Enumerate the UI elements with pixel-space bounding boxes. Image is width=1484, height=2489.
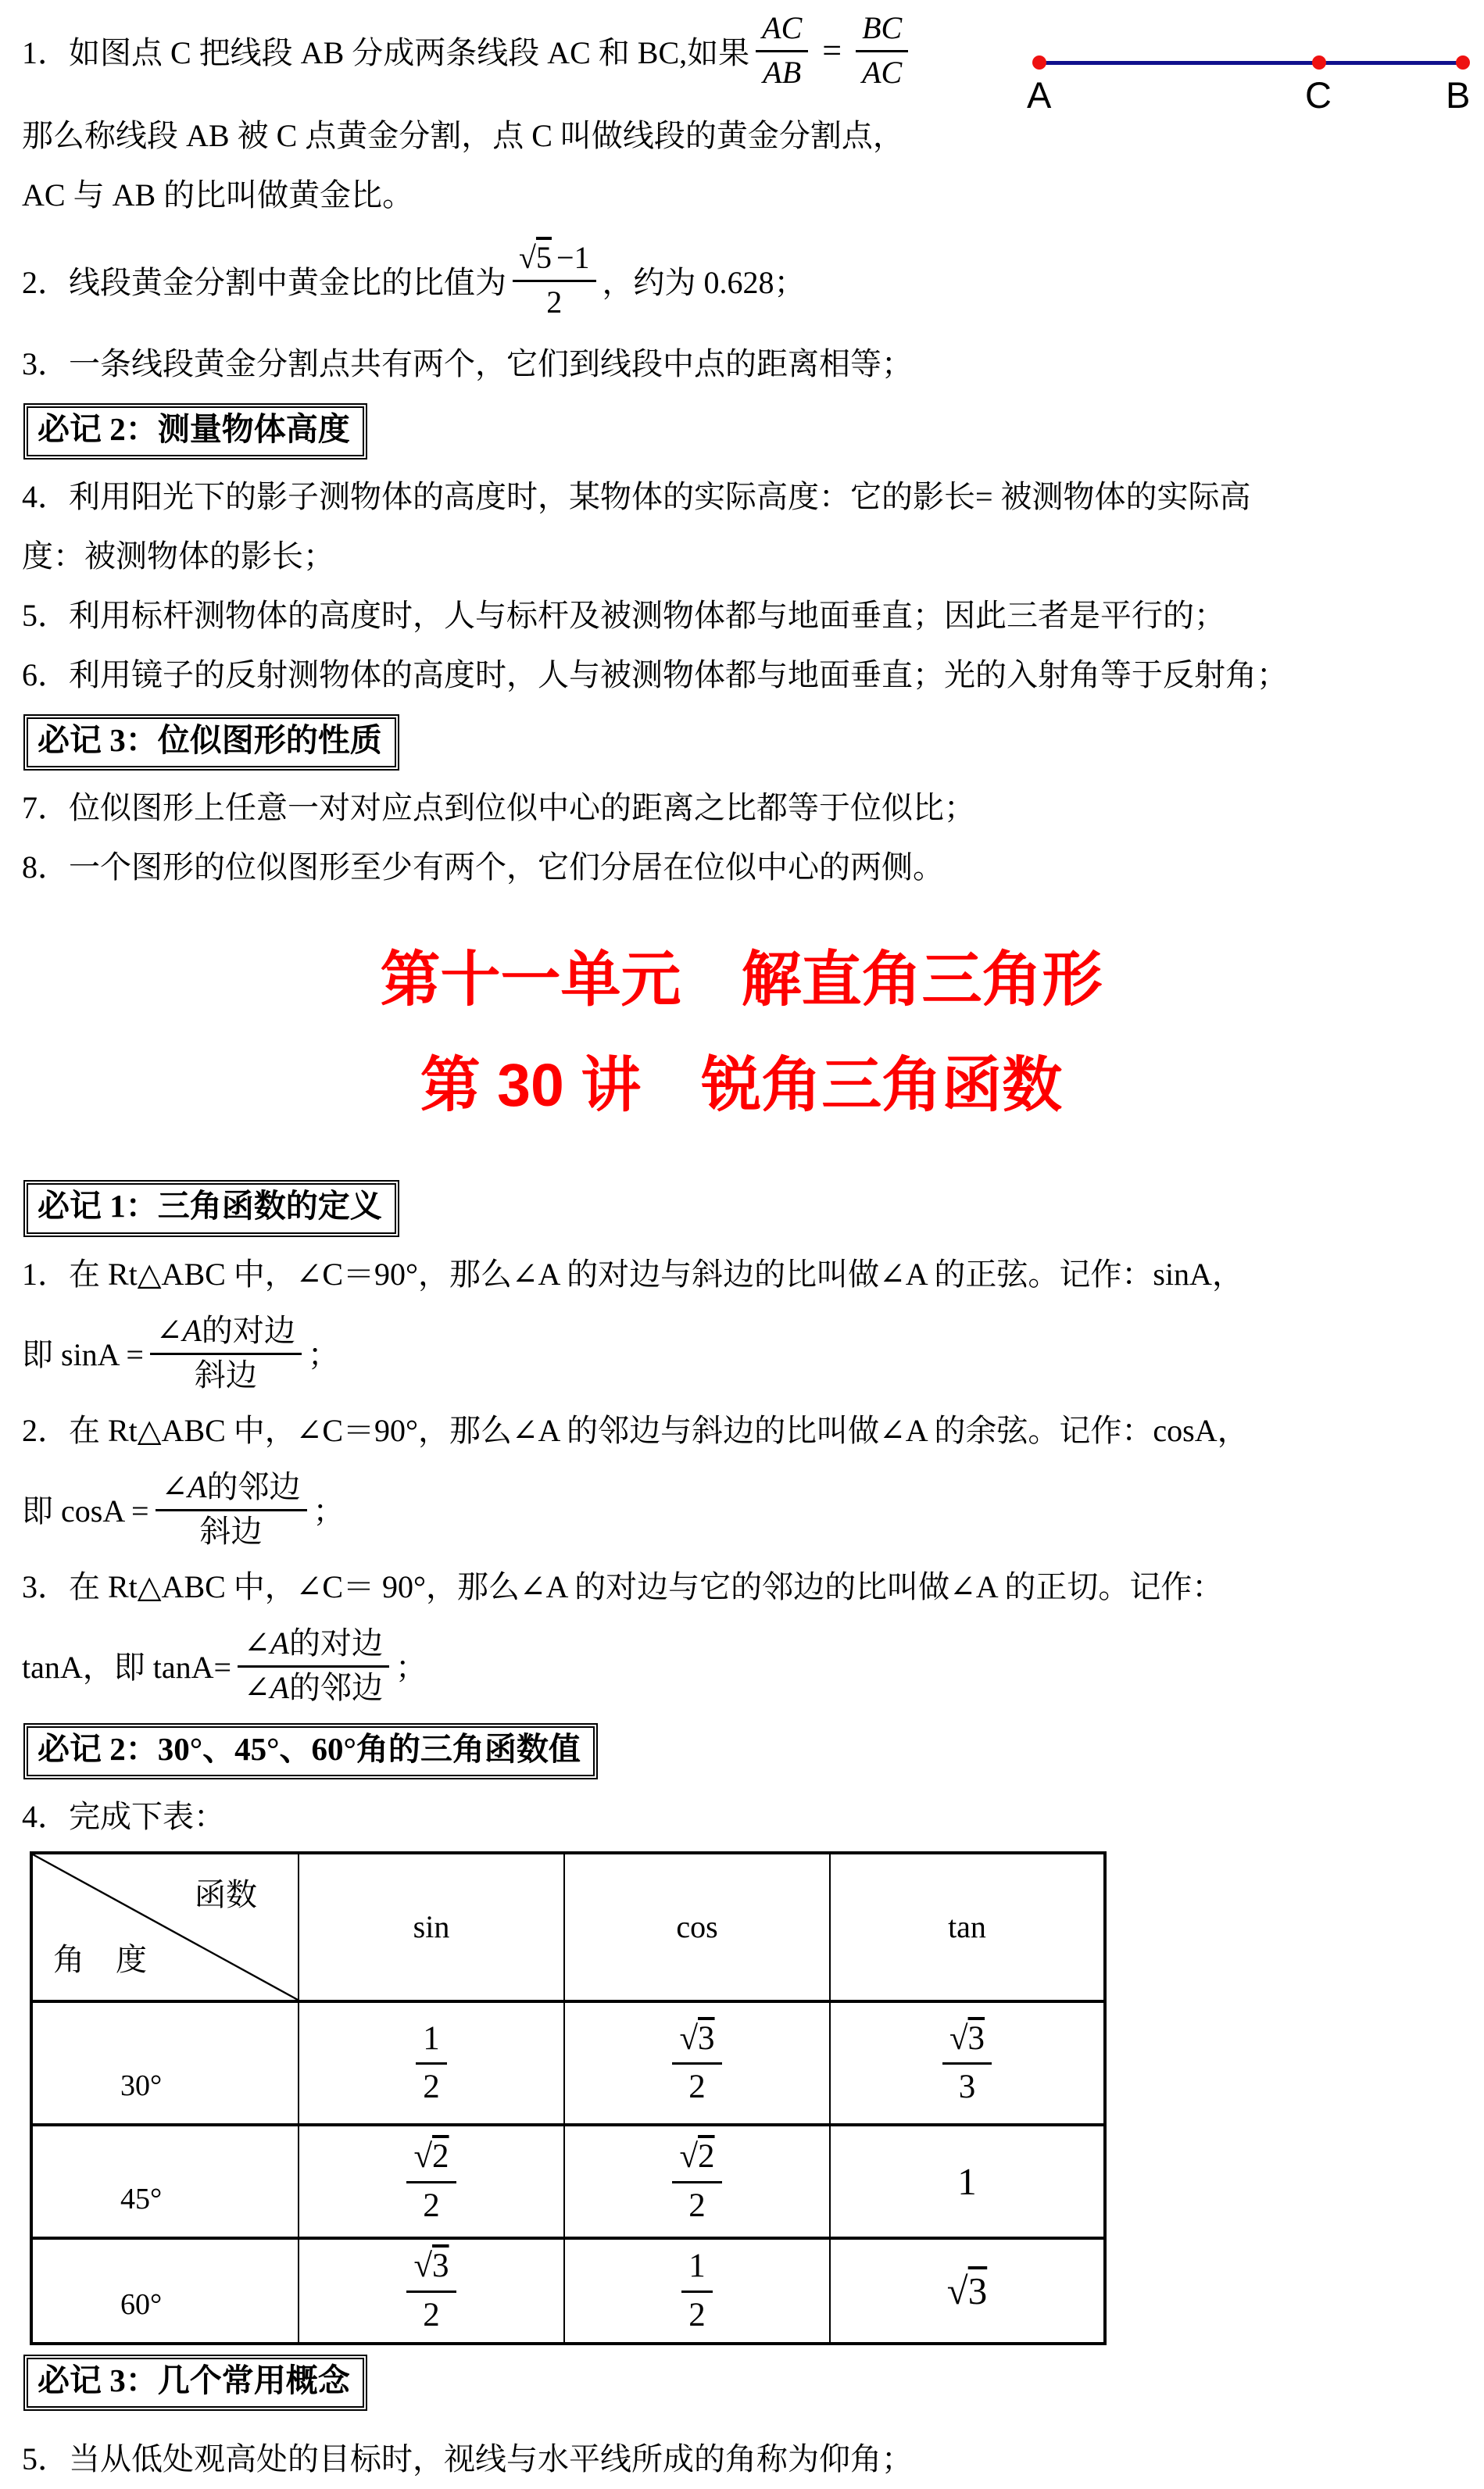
numerator-rest: 的对边 <box>201 1312 295 1348</box>
mustknow-box-definition: 必记 1：三角函数的定义 <box>23 1180 399 1236</box>
angle-a-symbol: ∠A <box>244 1625 290 1661</box>
item-4-line2: 度：被测物体的影长； <box>22 538 334 574</box>
fraction-denominator: 2 <box>423 2296 440 2333</box>
item-2-text: 2．线段黄金分割中黄金比的比值为 <box>22 264 506 300</box>
table-intro-text: 4．完成下表： <box>22 1798 225 1834</box>
radical-sign: √ <box>519 240 536 276</box>
mustknow-box-similar-wrap <box>22 705 1461 778</box>
item-1-continuation-2: AC 与 AB 的比叫做黄金比。 <box>22 177 414 213</box>
numerator-rest: 的对边 <box>289 1625 384 1661</box>
numerator-rest: 的邻边 <box>206 1468 301 1504</box>
formula-prefix: tanA，即 tanA= <box>22 1650 232 1686</box>
item-5-text: 5．利用标杆测物体的高度时，人与标杆及被测物体都与地面垂直；因此三者是平行的； <box>22 598 1225 634</box>
fraction-numerator <box>406 2138 456 2183</box>
sine-definition-text: 1．在 Rt△ABC 中，∠C＝90°，那么∠A 的对边与斜边的比叫做∠A 的正弦。记作：sinA， <box>22 1256 1243 1292</box>
mustknow-box-similar: 必记 3：位似图形的性质 <box>23 714 399 771</box>
fraction-numerator <box>672 2020 721 2065</box>
equals-sign: = <box>822 30 842 70</box>
tangent-formula <box>22 1622 1461 1709</box>
fraction-denominator <box>238 1668 389 1706</box>
point-label-a: A <box>1027 74 1052 116</box>
mustknow-box-values-wrap <box>22 1714 1461 1787</box>
item-1-text: 1．如图点 C 把线段 AB 分成两条线段 AC 和 BC,如果 <box>22 34 750 70</box>
numerator-rest: −1 <box>556 240 590 276</box>
whole-value: 1 <box>957 2159 977 2203</box>
whole-value <box>947 2269 987 2312</box>
point-label-b: B <box>1446 74 1471 116</box>
item-7-text: 7．位似图形上任意一对对应点到位似中心的距离之比都等于位似比； <box>22 790 975 826</box>
fraction-numerator <box>150 1312 302 1355</box>
item-8-text: 8．一个图形的位似图形至少有两个，它们分居在位似中心的两侧。 <box>22 849 944 885</box>
mustknow-box-concepts: 必记 3：几个常用概念 <box>23 2355 367 2411</box>
point-dot-a <box>1032 55 1046 70</box>
cosine-definition-text: 2．在 Rt△ABC 中，∠C＝90°，那么∠A 的邻边与斜边的比叫做∠A 的余弦。记作：cosA， <box>22 1412 1249 1448</box>
cell-sin-60 <box>299 2238 564 2344</box>
segment-ab-line <box>1038 61 1464 65</box>
mustknow-box-definition-wrap <box>22 1171 1461 1244</box>
golden-section-diagram <box>1027 27 1471 132</box>
cell-cos-45 <box>564 2125 830 2238</box>
fraction-numerator: AC <box>756 9 808 52</box>
fraction-denominator: 2 <box>423 2069 440 2106</box>
cell-sin-45 <box>299 2125 564 2238</box>
fraction-numerator: BC <box>856 9 908 52</box>
angle-a-symbol: ∠A <box>244 1669 290 1705</box>
radical-sign: √ <box>679 2019 699 2057</box>
table-row-45 <box>31 2125 1105 2238</box>
radicand: 3 <box>432 2248 449 2285</box>
cosine-fraction <box>156 1468 307 1550</box>
column-header-cos: cos <box>564 1853 830 2001</box>
angle-a-symbol: ∠A <box>161 1468 207 1504</box>
tangent-definition-text: 3．在 Rt△ABC 中，∠C＝ 90°，那么∠A 的对边与它的邻边的比叫做∠A 的正切。记作： <box>22 1568 1224 1604</box>
mustknow-box-measure-wrap <box>22 394 1461 467</box>
fraction-denominator: AB <box>763 55 802 90</box>
mustknow-box-concepts-wrap <box>22 2345 1461 2419</box>
radical-sign: √ <box>679 2138 699 2176</box>
fraction-denominator: 斜边 <box>199 1513 263 1549</box>
angle-label-60: 60° <box>31 2238 299 2344</box>
cosine-formula <box>22 1465 1461 1553</box>
radicand: 2 <box>698 2138 715 2176</box>
formula-prefix: 即 sinA = <box>22 1337 144 1373</box>
fraction-denominator: 2 <box>688 2296 706 2333</box>
elevation-angle-text: 5．当从低处观高处的目标时，视线与水平线所成的角称为仰角； <box>22 2441 913 2476</box>
sine-fraction <box>150 1312 302 1393</box>
table-row-30 <box>31 2001 1105 2125</box>
column-header-tan: tan <box>830 1853 1105 2001</box>
item-2-golden-ratio-value <box>22 230 1461 330</box>
cell-cos-30 <box>564 2001 830 2125</box>
radical-sign: √ <box>413 2138 433 2176</box>
fraction-denominator: 2 <box>688 2069 706 2106</box>
formula-suffix: ； <box>307 1337 339 1373</box>
point-label-c: C <box>1305 74 1332 116</box>
mustknow-box-values: 必记 2：30°、45°、60°角的三角函数值 <box>23 1723 598 1779</box>
radicand: 3 <box>967 2269 988 2312</box>
fraction-bc-ac <box>856 9 908 91</box>
cell-tan-60 <box>830 2238 1105 2344</box>
fraction-denominator: 2 <box>688 2187 706 2224</box>
radicand: 3 <box>698 2019 715 2057</box>
fraction-numerator <box>238 1625 389 1668</box>
unit-title: 第十一单元 解直角三角形 <box>380 946 1103 1014</box>
table-row-60 <box>31 2238 1105 2344</box>
item-1-golden-section <box>22 6 1022 94</box>
fraction-denominator: 斜边 <box>194 1357 257 1393</box>
item-6-text: 6．利用镜子的反射测物体的高度时，人与被测物体都与地面垂直；光的入射角等于反射角； <box>22 657 1288 693</box>
lecture-title: 第 30 讲 锐角三角函数 <box>420 1052 1063 1120</box>
item-1-continuation: 那么称线段 AB 被 C 点黄金分割，点 C 叫做线段的黄金分割点， <box>22 118 904 153</box>
fraction-numerator <box>406 2248 456 2292</box>
cell-tan-45 <box>830 2125 1105 2238</box>
formula-suffix: ； <box>395 1650 427 1686</box>
fraction-denominator: AC <box>862 55 903 90</box>
corner-label-function: 函数 <box>195 1876 257 1912</box>
item-2-suffix: ，约为 0.628； <box>602 264 806 300</box>
angle-a-symbol: ∠A <box>156 1312 202 1348</box>
radical-sign: √ <box>949 2019 968 2057</box>
fraction-denominator: 2 <box>423 2187 440 2224</box>
angle-label-30: 30° <box>31 2001 299 2125</box>
trig-values-table <box>30 1851 1107 2345</box>
radical-sign: √ <box>946 2269 968 2312</box>
item-4-line1: 4．利用阳光下的影子测物体的高度时，某物体的实际高度：它的影长= 被测物体的实际高 <box>22 479 1251 515</box>
fraction-ac-ab <box>756 9 808 91</box>
point-dot-b <box>1456 55 1470 70</box>
column-header-sin: sin <box>299 1853 564 2001</box>
tangent-fraction <box>238 1625 389 1706</box>
table-header-row <box>31 1853 1105 2001</box>
formula-prefix: 即 cosA = <box>22 1493 149 1529</box>
golden-ratio-fraction <box>513 239 596 320</box>
radicand: 5 <box>535 240 552 276</box>
fraction-numerator: 1 <box>681 2248 713 2292</box>
fraction-denominator: 3 <box>958 2069 976 2106</box>
angle-label-45: 45° <box>31 2125 299 2238</box>
denominator-rest: 的邻边 <box>289 1669 384 1705</box>
corner-label-angle: 角 度 <box>53 1941 147 1977</box>
fraction-numerator <box>672 2138 721 2183</box>
fraction-numerator <box>513 239 596 282</box>
radicand: 2 <box>432 2138 449 2176</box>
fraction-numerator <box>942 2020 992 2065</box>
radical-sign: √ <box>413 2248 433 2285</box>
table-corner-cell <box>31 1853 299 2001</box>
formula-suffix: ； <box>313 1493 345 1529</box>
sine-formula <box>22 1309 1461 1396</box>
cell-sin-30 <box>299 2001 564 2125</box>
cell-tan-30 <box>830 2001 1105 2125</box>
fraction-numerator <box>156 1468 307 1511</box>
fraction-numerator: 1 <box>416 2020 447 2065</box>
point-dot-c <box>1312 55 1326 70</box>
cell-cos-60 <box>564 2238 830 2344</box>
item-3-text: 3．一条线段黄金分割点共有两个，它们到线段中点的距离相等； <box>22 346 913 381</box>
fraction-denominator: 2 <box>546 284 563 320</box>
mustknow-box-measure: 必记 2：测量物体高度 <box>23 403 367 460</box>
radicand: 3 <box>967 2019 985 2057</box>
